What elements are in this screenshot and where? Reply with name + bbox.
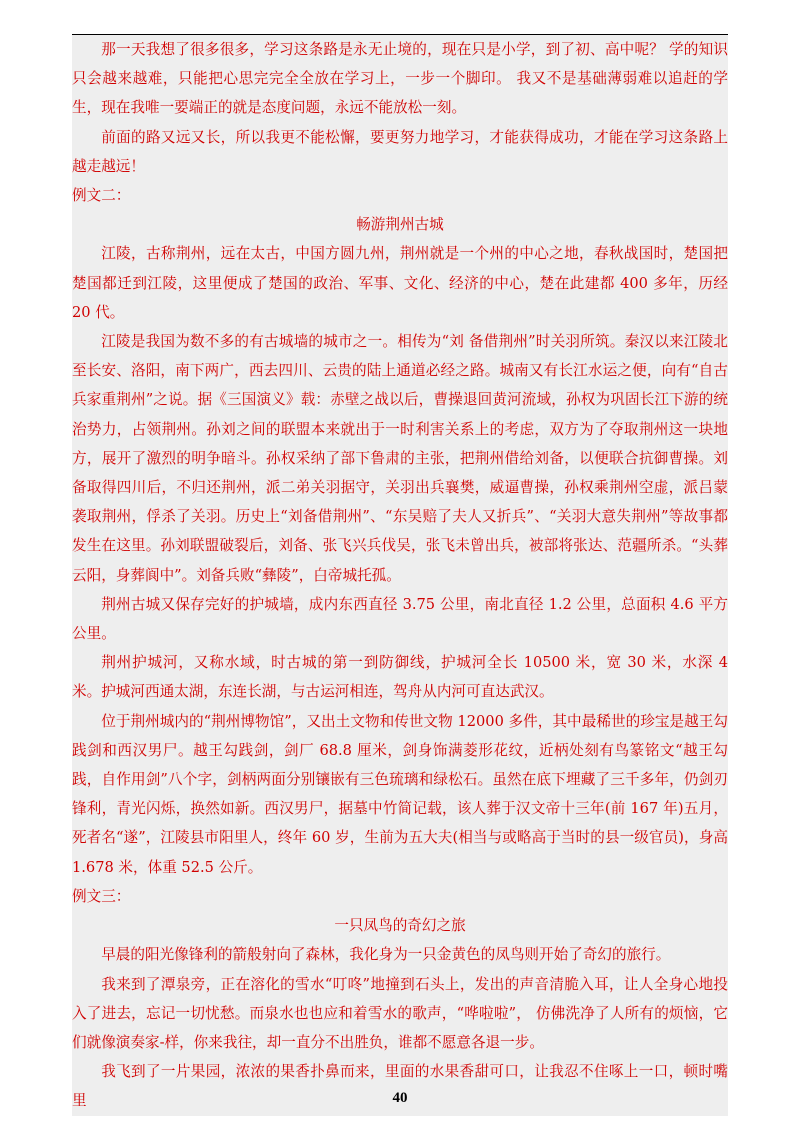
page-number: 40	[392, 1090, 408, 1106]
paragraph: 我飞到了一片果园，浓浓的果香扑鼻而来，里面的水果香甜可口，让我忍不住啄上一口，顿时嘴里	[72, 1063, 728, 1110]
paragraph: 荆州古城又保存完好的护城墙，成内东西直径 3.75 公里，南北直径 1.2 公里，总面积 4.6 平方公里。	[72, 595, 728, 643]
paragraph: 江陵，古称荆州，远在太古，中国方圆九州，荆州就是一个州的中心之地，春秋战国时，楚国把楚国都迁到江陵，这里便成了楚国的政治、军事、文化、经济的中心，楚在此建都 400 多年，历经 20 代。	[72, 245, 728, 321]
paragraph: 那一天我想了很多很多，学习这条路是永无止境的，现在只是小学，到了初、高中呢？ 学的知识只会越来越难，只能把心思完完全全放在学习上，一步一个脚印。 我又不是基础薄弱难以追赶的学生，现在我唯一要端正的就是态度问题，永远不能放松一刻。	[72, 41, 728, 117]
paragraph: 早晨的阳光像锋利的箭般射向了森林，我化身为一只金黄色的凤鸟则开始了奇幻的旅行。	[101, 946, 671, 964]
example-label: 例文二：	[72, 187, 131, 205]
paragraph: 前面的路又远又长，所以我更不能松懈，要更努力地学习，才能获得成功，才能在学习这条路上越走越远！	[72, 128, 728, 175]
paragraph: 位于荆州城内的“荆州博物馆”，又出土文物和传世文物 12000 多件，其中最稀世的珍宝是越王勾践剑和西汉男尸。越王勾践剑，剑厂 68.8 厘米，剑身饰满菱形花纹，近柄处刻有鸟篆铭文“越王勾践，自作用剑”八个字，剑柄两面分别镶嵌有三色琉璃和绿松石。虽然在底下埋藏了三千多年，仍剑刃锋利，青光闪烁，换然如新。西汉男尸，据墓中竹简记载，该人葬于汉文帝十三年(前 167 年)五月，死者名“遂”，江陵县市阳里人，终年 60 岁，生前为五大夫(相当与或略高于当时的县一级官员)，身高 1.678 米，体重 52.5 公斤。	[72, 712, 728, 876]
example-label: 例文三：	[72, 887, 131, 905]
document-body	[72, 35, 728, 1116]
paragraph: 我来到了潭泉旁，正在溶化的雪水“叮咚”地撞到石头上，发出的声音清脆入耳，让人全身心地投入了进去，忘记一切忧愁。而泉水也也应和着雪水的歌声，“哗啦啦”， 仿佛洗净了人所有的烦恼，它们就像演奏家-样，你来我往，却一直分不出胜负，谁都不愿意各退一步。	[72, 975, 728, 1051]
essay-title: 一只凤鸟的奇幻之旅	[334, 917, 466, 935]
paragraph: 荆州护城河，又称水域，时古城的第一到防御线，护城河全长 10500 米，宽 30 米，水深 4 米。护城河西通太湖，东连长湖，与古运河相连，驾舟从内河可直达武汉。	[72, 654, 728, 701]
essay-title: 畅游荆州古城	[356, 216, 444, 234]
paragraph: 江陵是我国为数不多的有古城墙的城市之一。相传为“刘 备借荆州”时关羽所筑。秦汉以来江陵北至长安、洛阳，南下两广，西去四川、云贵的陆上通道必经之路。城南又有长江水运之便，向有“自古兵家重荆州”之说。据《三国演义》载：赤壁之战以后，曹操退回黄河流域，孙权为巩固长江下游的统治势力，占领荆州。孙刘之间的联盟本来就出于一时利害关系上的考虑，双方为了夺取荆州这一块地方，展开了激烈的明争暗斗。孙权采纳了部下鲁肃的主张，把荆州借给刘备，以便联合抗御曹操。刘备取得四川后，不归还荆州，派二弟关羽据守，关羽出兵襄樊，威逼曹操，孙权乘荆州空虚，派吕蒙袭取荆州，俘杀了关羽。历史上“刘备借荆州”、“东吴赔了夫人又折兵”、“关羽大意失荆州”等故事都发生在这里。孙刘联盟破裂后，刘备、张飞兴兵伐吴，张飞未曾出兵，被部将张达、范疆所杀。“头葬云阳，身葬阆中”。刘备兵败“彝陵”，白帝城托孤。	[72, 333, 728, 584]
